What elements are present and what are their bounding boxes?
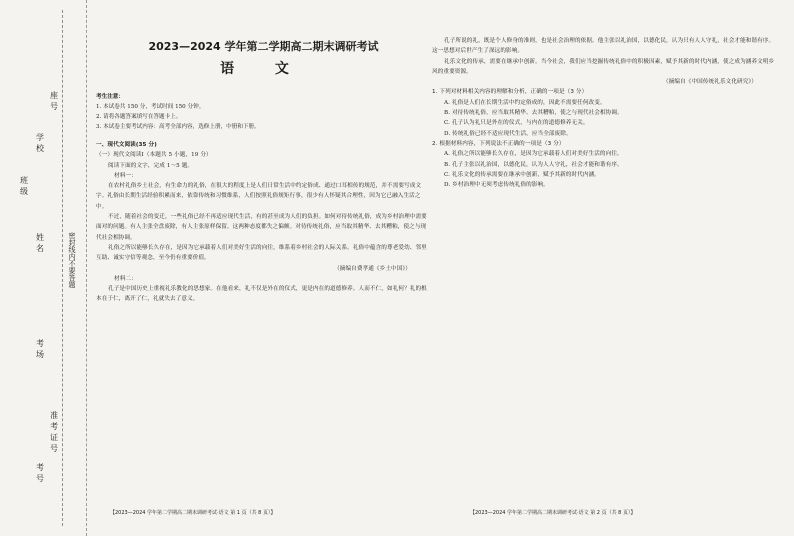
left-column [96, 140, 431, 305]
notes-box [96, 92, 431, 132]
left-page-footer: 【2023—2024 学年第二学期高二期末调研考试·语文 第 1 页（共 8 页）】 [110, 510, 276, 516]
margin-label-seat: 座号 [50, 91, 58, 111]
margin-label-number: 考号 [36, 463, 44, 483]
paragraph: 礼俗之所以能够长久存在，是因为它承载着人们对美好生活的向往，维系着乡村社会的人际关系。礼俗中蕴含的尊老爱幼、邻里互助、诚实守信等观念，至今仍有重要价值。 [96, 244, 427, 262]
paragraph: 孔子所说的礼，既是个人修身的准则，也是社会治理的依据。他主张以礼治国，以德化民，认为只有人人守礼，社会才能和谐有序。这一思想对后世产生了深远的影响。 [432, 38, 775, 55]
option: C. 礼乐文化的传承需要在继承中创新，赋予其新的时代内涵。 [444, 171, 600, 178]
subsection-heading: （一）现代文阅读Ⅰ（本题共 5 小题，19 分） [96, 152, 212, 159]
source-note: （摘编自费孝通《乡土中国》） [334, 265, 411, 272]
option: A. 礼俗是人们在长期生活中约定俗成的，因此不需要任何改变。 [444, 99, 606, 106]
seal-line [62, 10, 63, 526]
paragraph: 礼乐文化的传承，需要在继承中创新。当今社会，我们应当挖掘传统礼俗中的积极因素，赋予其新的时代内涵，使之成为涵养文明乡风的重要资源。 [432, 58, 775, 75]
right-column [432, 36, 777, 190]
right-page-footer: 【2023—2024 学年第二学期高二期末调研考试·语文 第 2 页（共 8 页）】 [470, 510, 636, 516]
margin-label-admission: 准考证号 [50, 411, 58, 453]
subject-title: 语 文 [220, 61, 307, 77]
material-label: 材料一： [114, 172, 137, 179]
option: A. 礼俗之所以能够长久存在，是因为它承载着人们对美好生活的向往。 [444, 151, 623, 158]
option: C. 孔子认为礼只是外在的仪式，与内在的道德修养无关。 [444, 120, 589, 127]
margin-label-class: 班级 [20, 176, 28, 196]
question-1: 1. 下列对材料相关内容的理解和分析，正确的一项是（3 分） [432, 89, 588, 96]
question-2: 2. 根据材料内容，下列说法不正确的一项是（3 分） [432, 140, 565, 147]
margin-label-room: 考场 [36, 339, 44, 359]
note-item: 1. 本试卷共 150 分，考试时间 150 分钟。 [96, 104, 205, 110]
margin-label-name: 姓名 [36, 233, 44, 253]
option: D. 传统礼俗已经不适应现代生活，应当全部废除。 [444, 130, 572, 137]
source-note: （摘编自《中国传统礼乐文化研究》） [663, 79, 757, 86]
option: D. 乡村治理中无须考虑传统礼俗的影响。 [444, 182, 549, 189]
material-label: 材料二： [114, 275, 137, 282]
option: B. 孔子主张以礼治国，以德化民，认为人人守礼，社会才能和谐有序。 [444, 161, 623, 168]
exam-title: 2023—2024 学年第二学期高二期末调研考试 [148, 40, 379, 53]
paragraph: 不过，随着社会的变迁，一些礼俗已经不再适应现代生活，有的甚至成为人们的负担。如何对待传统礼俗，成为乡村治理中需要面对的问题。有人主张全盘废除，有人主张原样保留，这两种态度都失之偏颇。对待传统礼俗，应当取其精华、去其糟粕，使之与现代社会相协调。 [96, 214, 427, 241]
margin-label-school: 学校 [36, 133, 44, 153]
paragraph: 在农村礼俗乡土社会，有生命力的礼俗，在很大的程度上是人们日常生活中约定俗成、通过口耳相传的规范，并不需要写成文字。礼俗由长期生活经验积累而来，依靠传统和习惯维系，人们按照礼俗规矩行事，很少有人怀疑其合理性，因为它已融入生活之中。 [96, 183, 422, 210]
paragraph: 孔子是中国历史上重视礼乐教化的思想家。在他看来，礼不仅是外在的仪式，更是内在的道德修养。人而不仁，如礼何？礼的根本在于仁，离开了仁，礼就失去了意义。 [96, 286, 427, 303]
note-item: 3. 本试卷主要考试内容：高考全部内容，选修上册，中册和下册。 [96, 124, 260, 130]
option: B. 对待传统礼俗，应当取其精华、去其糟粕，使之与现代社会相协调。 [444, 110, 623, 117]
section-heading: 一、现代文阅读(35 分) [96, 142, 157, 148]
binding-margin [0, 0, 87, 536]
instruction: 阅读下面的文字，完成 1～5 题。 [108, 162, 194, 169]
notes-heading: 考生注意： [96, 94, 124, 100]
note-item: 2. 请将各题答案填写在答题卡上。 [96, 114, 182, 120]
seal-line-notice: 密封线内不要答题 [68, 232, 76, 288]
